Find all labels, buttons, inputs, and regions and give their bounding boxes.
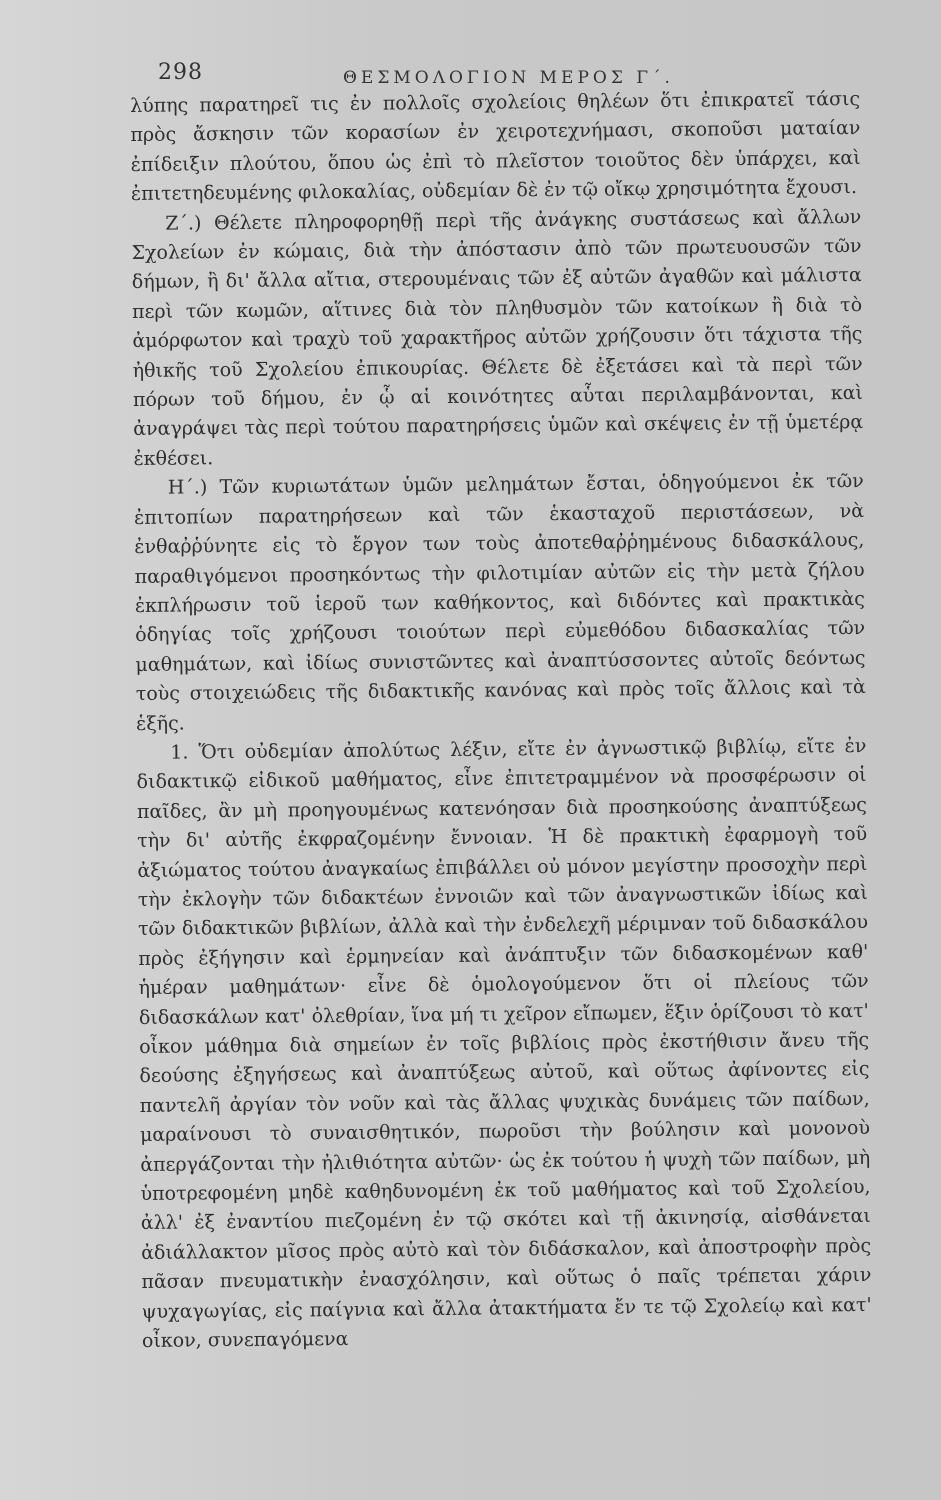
paragraph-continuation: λύπης παρατηρεῖ τις ἐν πολλοῖς σχολείοις θηλέων ὅτι ἐπικρατεῖ τάσις πρὸς ἄσκησιν τῶν κορασίων ἐν χειροτεχνήμασι, σκοποῦσι ματαίαν ἐπίδειξιν πλούτου, ὅπου ὡς ἐπὶ τὸ πλεῖστον τοιοῦτος δὲν ὑπάρχει, καὶ ἐπιτετηδευμένης φιλοκαλίας, οὐδεμίαν δὲ ἐν τῷ οἴκῳ χρησιμότητα ἔχουσι. (130, 87, 861, 206)
paragraph-section-z: Ζ΄.) Θέλετε πληροφορηθῇ περὶ τῆς ἀνάγκης συστάσεως καὶ ἄλλων Σχολείων ἐν κώμαις, διὰ τὴν ἀπόστασιν ἀπὸ τῶν πρωτευουσῶν τῶν δήμων, ἢ δι' ἄλλα αἴτια, στερουμέναις τῶν ἐξ αὐτῶν ἀγαθῶν καὶ μάλιστα περὶ τῶν κωμῶν, αἵτινες διὰ τὸν πληθυσμὸν τῶν κατοίκων ἢ διὰ τὸ ἀμόρφωτον καὶ τραχὺ τοῦ χαρακτῆρος αὐτῶν χρήζουσιν ὅτι τάχιστα τῆς ἠθικῆς τοῦ Σχολείου ἐπικουρίας. Θέλετε δὲ ἐξετάσει καὶ τὰ περὶ τῶν πόρων τοῦ δήμου, ἐν ᾧ αἱ κοινότητες αὗται περιλαμβάνονται, καὶ ἀναγράψει τὰς περὶ τούτου παρατηρήσεις ὑμῶν καὶ σκέψεις ἐν τῇ ὑμετέρᾳ ἐκθέσει. (131, 205, 864, 470)
paragraph-section-h: Η΄.) Τῶν κυριωτάτων ὑμῶν μελημάτων ἔσται, ὁδηγούμενοι ἐκ τῶν ἐπιτοπίων παρατηρήσεων καὶ τῶν ἑκασταχοῦ περιστάσεων, νὰ ἐνθαῤῥύνητε εἰς τὸ ἔργον των τοὺς ἀποτεθαῤῥημένους διδασκάλους, παραθιγόμενοι προσηκόντως τὴν φιλοτιμίαν αὐτῶν εἰς τὴν μετὰ ζήλου ἐκπλήρωσιν τοῦ ἱεροῦ των καθήκοντος, καὶ διδόντες καὶ πρακτικὰς ὁδηγίας τοῖς χρήζουσι τοιούτων περὶ εὐμεθόδου διδασκαλίας τῶν μαθημάτων, καὶ ἰδίως συνιστῶντες καὶ ἀναπτύσσοντες αὐτοῖς δεόντως τοὺς στοιχειώδεις τῆς διδακτικῆς κανόνας καὶ πρὸς τοῖς ἄλλοις καὶ τὰ ἑξῆς. (133, 470, 866, 735)
page-number: 298 (158, 60, 203, 85)
paragraph-item-1: 1. Ὅτι οὐδεμίαν ἀπολύτως λέξιν, εἴτε ἐν ἀγνωστικῷ βιβλίῳ, εἴτε ἐν διδακτικῷ εἰδικοῦ μαθήματος, εἶνε ἐπιτετραμμένον νὰ προσφέρωσιν οἱ παῖδες, ἂν μὴ προηγουμένως κατενόησαν διὰ προσηκούσης ἀναπτύξεως τὴν δι' αὐτῆς ἐκφραζομένην ἔννοιαν. Ἡ δὲ πρακτικὴ ἐφαρμογὴ τοῦ ἀξιώματος τούτου ἀναγκαίως ἐπιβάλλει οὐ μόνον μεγίστην προσοχὴν περὶ τὴν ἐκλογὴν τῶν διδακτέων ἐννοιῶν καὶ τῶν ἀναγνωστικῶν ἰδίως καὶ τῶν διδακτικῶν βιβλίων, ἀλλὰ καὶ τὴν ἐνδελεχῆ μέριμναν τοῦ διδασκάλου πρὸς ἐξήγησιν καὶ ἑρμηνείαν καὶ ἀνάπτυξιν τῶν διδασκομένων καθ' ἡμέραν μαθημάτων· εἶνε δὲ ὁμολογούμενον ὅτι οἱ πλείους τῶν διδασκάλων κατ' ὀλεθρίαν, ἵνα μή τι χεῖρον εἴπωμεν, ἕξιν ὁρίζουσι τὸ κατ' οἶκον μάθημα διὰ σημείων ἐν τοῖς βιβλίοις πρὸς ἐκστήθισιν ἄνευ τῆς δεούσης ἐξηγήσεως καὶ ἀναπτύξεως αὐτοῦ, καὶ οὕτως ἀφίνοντες εἰς παντελῆ ἀργίαν τὸν νοῦν καὶ τὰς ἄλλας ψυχικὰς δυνάμεις τῶν παίδων, μαραίνουσι τὸ συναισθητικόν, πωροῦσι τὴν βούλησιν καὶ μονονοὺ ἀπεργάζονται τὴν ἠλιθιότητα αὐτῶν· ὡς ἐκ τούτου ἡ ψυχὴ τῶν παίδων, μὴ ὑποτρεφομένη μηδὲ καθηδυνομένη ἐκ τοῦ μαθήματος καὶ τοῦ Σχολείου, ἀλλ' ἐξ ἐναντίου πιεζομένη ἐν τῷ σκότει καὶ τῇ ἀκινησίᾳ, αἰσθάνεται ἀδιάλλακτον μῖσος πρὸς αὐτὸ καὶ τὸν διδάσκαλον, καὶ ἀποστροφὴν πρὸς πᾶσαν πνευματικὴν ἐνασχόλησιν, καὶ οὕτως ὁ παῖς τρέπεται χάριν ψυχαγωγίας, εἰς παίγνια καὶ ἄλλα ἀτακτήματα ἔν τε τῷ Σχολείῳ καὶ κατ' οἶκον, συνεπαγόμενα (136, 734, 872, 1353)
body-text (130, 85, 872, 1356)
page-header (158, 50, 878, 90)
running-title: ΘΕΣΜΟΛΟΓΙΟΝ ΜΕΡΟΣ Γ΄. (343, 68, 674, 88)
